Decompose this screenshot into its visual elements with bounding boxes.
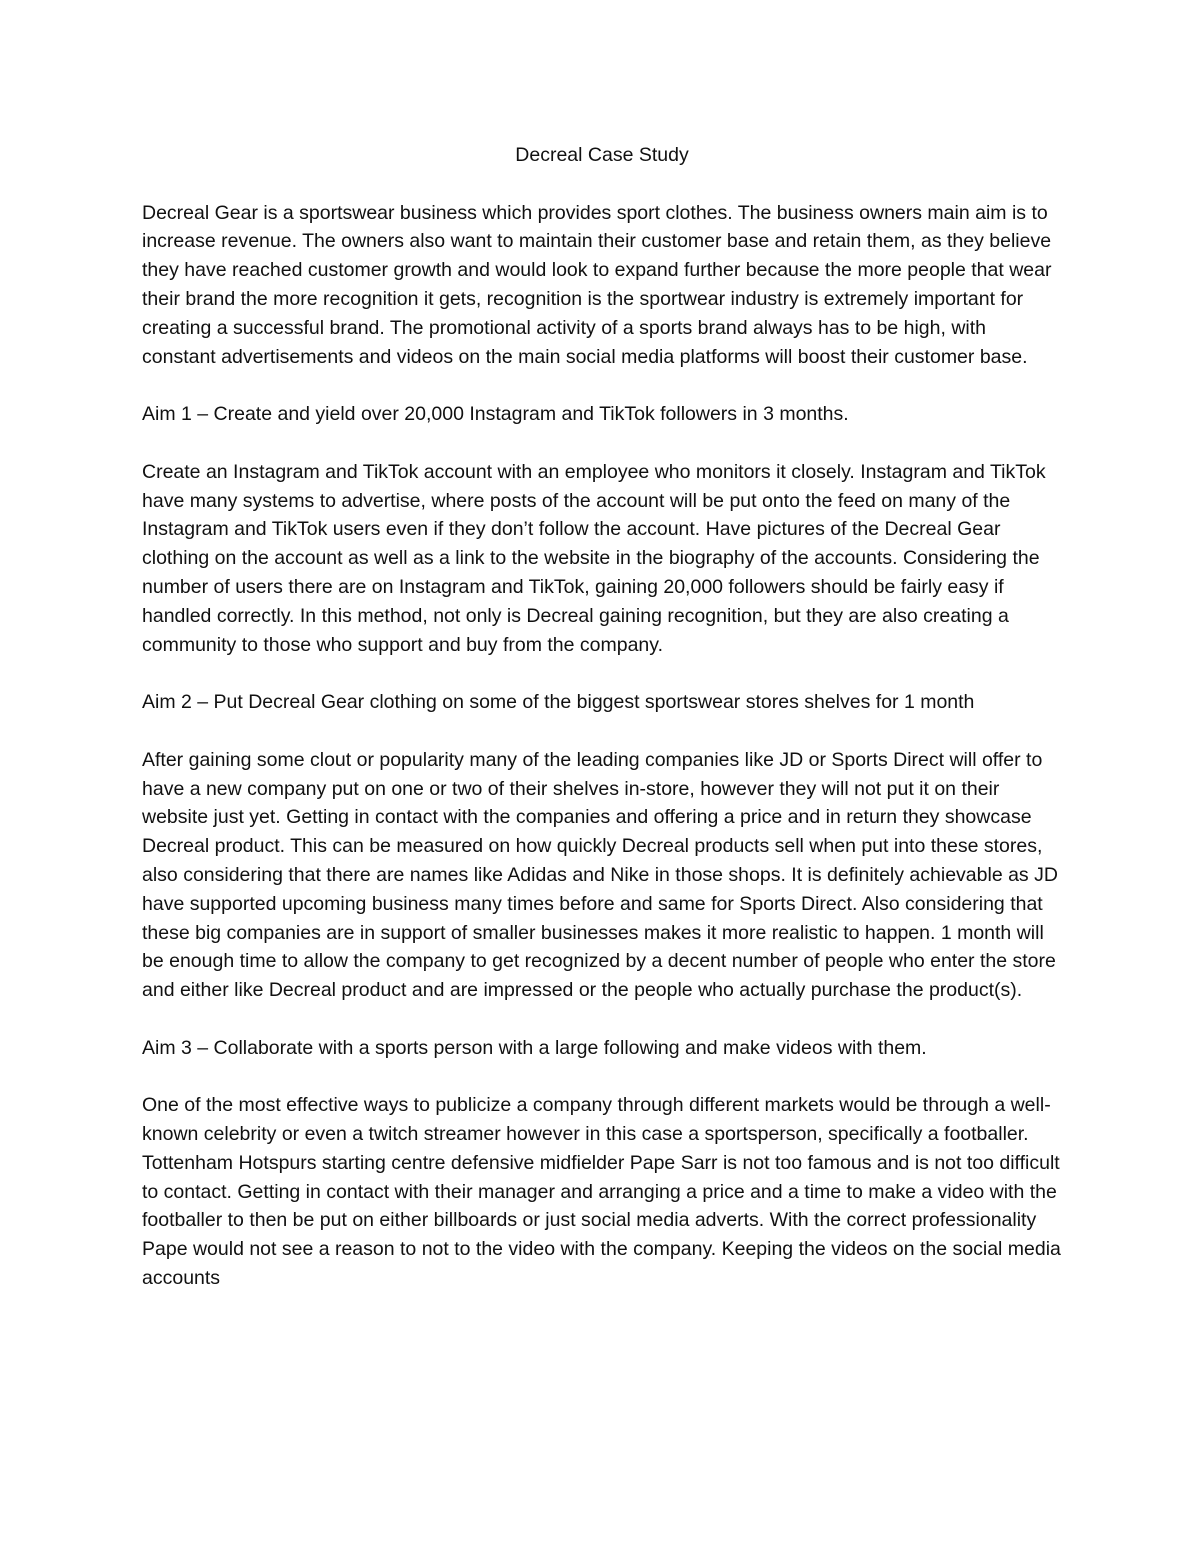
aim-1-heading: Aim 1 – Create and yield over 20,000 Instagram and TikTok followers in 3 months.	[142, 403, 849, 426]
aim-1-paragraph: Create an Instagram and TikTok account with an employee who monitors it closely. Instagram and TikTok have many systems to advertise, where posts of the account will be put onto the feed on many of the Instagram and TikTok users even if they don’t follow the account. Have pictures of the Decreal Gear clothing on the account as well as a link to the website in the biography of the accounts. Considering the number of users there are on Instagram and TikTok, gaining 20,000 followers should be fairly easy if handled correctly. In this method, not only is Decreal gaining recognition, but they are also creating a community to those who support and buy from the company.	[142, 460, 1046, 656]
intro-paragraph: Decreal Gear is a sportswear business which provides sport clothes. The business owners main aim is to increase revenue. The owners also want to maintain their customer base and retain them, as they believe they have reached customer growth and would look to expand further because the more people that wear their brand the more recognition it gets, recognition is the sportwear industry is extremely important for creating a successful brand. The promotional activity of a sports brand always has to be high, with constant advertisements and videos on the main social media platforms will boost their customer base.	[142, 201, 1052, 368]
aim-3-heading: Aim 3 – Collaborate with a sports person with a large following and make videos with them.	[142, 1036, 927, 1059]
document-title: Decreal Case Study	[515, 144, 689, 166]
aim-2-paragraph: After gaining some clout or popularity many of the leading companies like JD or Sports Direct will offer to have a new company put on one or two of their shelves in-store, however they will not put it on their website just yet. Getting in contact with the companies and offering a price and in return they showcase Decreal product. This can be measured on how quickly Decreal products sell when put into these stores, also considering that there are names like Adidas and Nike in those shops. It is definitely achievable as JD have supported upcoming business many times before and same for Sports Direct. Also considering that these big companies are in support of smaller businesses makes it more realistic to happen. 1 month will be enough time to allow the company to get recognized by a decent number of people who enter the store and either like Decreal product and are impressed or the people who actually purchase the product(s).	[142, 748, 1058, 1002]
document-body	[142, 141, 1062, 1322]
aim-3-paragraph: One of the most effective ways to publicize a company through different markets would be through a well-known celebrity or even a twitch streamer however in this case a sportsperson, specifically a footballer. Tottenham Hotspurs starting centre defensive midfielder Pape Sarr is not too famous and is not too difficult to contact. Getting in contact with their manager and arranging a price and a time to make a video with the footballer to then be put on either billboards or just social media adverts. With the correct professionality Pape would not see a reason to not to the video with the company. Keeping the videos on the social media accounts	[142, 1094, 1061, 1290]
aim-2-heading: Aim 2 – Put Decreal Gear clothing on some of the biggest sportswear stores shelves for 1 month	[142, 691, 975, 714]
